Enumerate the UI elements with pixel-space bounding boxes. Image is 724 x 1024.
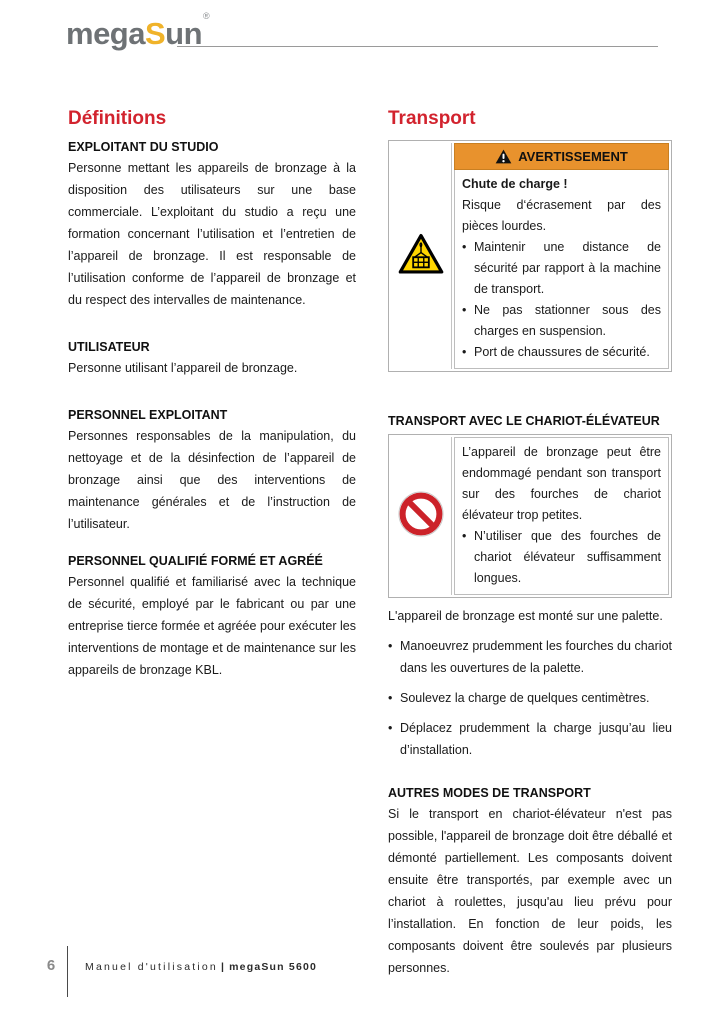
warning-box-content [454, 143, 669, 369]
forklift-step-text: Déplacez prudemment la charge jusqu’au lieu d’installation. [400, 721, 672, 757]
bullet-dot: • [462, 240, 467, 254]
logo-text-un: un [165, 16, 203, 51]
warning-signal-bar [454, 143, 669, 170]
other-transport-body: Si le transport en chariot-élévateur n'est pas possible, l'appareil de bronzage doit être déballé et démonté partiellement. Les composants doivent ensuite être transportés, par exemple avec un chariot à roulettes, jusqu'au lieu prévu pour l’installation. En fonction de leur poids, les composants doivent être soulevés par plusieurs personnes. [388, 807, 672, 975]
forklift-step-text: Soulevez la charge de quelques centimètres. [400, 691, 650, 705]
section-heading-exploitant: EXPLOITANT DU STUDIO [68, 140, 219, 154]
warning-bullet [462, 342, 661, 363]
suspended-load-warning-icon [398, 233, 444, 280]
section-heading-utilisateur: UTILISATEUR [68, 340, 150, 354]
warning-bullet-text: Maintenir une distance de sécurité par rapport à la machine de transport. [474, 240, 661, 296]
forklift-step [388, 635, 672, 679]
section-heading-personnel-exploitant: PERSONNEL EXPLOITANT [68, 408, 228, 422]
other-transport-heading: AUTRES MODES DE TRANSPORT [388, 786, 591, 800]
section-body-personnel-qualifie: Personnel qualifié et familiarisé avec la technique de sécurité, employé par le fabricant ou par une entreprise tierce formée et agréée pour exécuter les interventions de montage et de maintenance sur les appareils de bronzage KBL. [68, 575, 356, 677]
transport-title: Transport [388, 108, 476, 129]
section-heading-personnel-qualifie: PERSONNEL QUALIFIÉ FORMÉ ET AGRÉÉ [68, 554, 323, 568]
hazard-text: Risque d‘écrasement par des pièces lourdes. [462, 198, 661, 233]
definitions-column [68, 108, 356, 681]
warning-signal-label: AVERTISSEMENT [518, 149, 628, 164]
section-body-personnel-exploitant: Personnes responsables de la manipulation, du nettoyage et de la désinfection de l’appareil de bronzage ainsi que des interventions de maintenance générales et de l’instruction de l’utilisateur. [68, 429, 356, 531]
forklift-step [388, 687, 672, 709]
prohibition-icon [398, 491, 444, 542]
prohibition-box-content [454, 437, 669, 595]
bullet-dot: • [388, 721, 393, 735]
forklift-step-text: Manoeuvrez prudemment les fourches du chariot dans les ouvertures de la palette. [400, 639, 672, 675]
prohibition-box [388, 434, 672, 598]
warning-box [388, 140, 672, 372]
definitions-title: Définitions [68, 108, 167, 129]
forklift-notice-bullet-text: N’utiliser que des fourches de chariot élévateur suffisamment longues. [474, 529, 661, 585]
prohibition-box-body [454, 437, 669, 595]
bullet-dot: • [462, 529, 467, 543]
forklift-notice-bullet [462, 526, 661, 589]
warning-bullet [462, 237, 661, 300]
warning-bullet [462, 300, 661, 342]
footer-divider [67, 946, 68, 997]
warning-bullet-text: Port de chaussures de sécurité. [474, 345, 650, 359]
logo-text-s: S [144, 16, 166, 51]
section-body-utilisateur: Personne utilisant l’appareil de bronzage. [68, 361, 298, 375]
bullet-dot: • [388, 691, 393, 705]
footer-product: megaSun 5600 [229, 961, 318, 973]
transport-column [388, 108, 672, 979]
section-body-exploitant: Personne mettant les appareils de bronzage à la disposition des utilisateurs sur une base commerciale. L’exploitant du studio a reçu une formation concernant l’utilisation et l’entretien de l’appareil de bronzage. Il est responsable de l’utilisation conforme de l’appareil de bronzage et du respect des intervalles de maintenance. [68, 161, 356, 307]
forklift-heading: TRANSPORT AVEC LE CHARIOT-ÉLÉVATEUR [388, 414, 660, 428]
warning-bullet-text: Ne pas stationner sous des charges en suspension. [474, 303, 661, 338]
footer-text [85, 961, 317, 973]
forklift-intro: L'appareil de bronzage est monté sur une palette. [388, 609, 663, 623]
registered-mark: ® [203, 10, 210, 21]
warning-triangle-icon [495, 149, 512, 164]
warning-box-icon-cell [391, 143, 452, 369]
footer-label: Manuel d'utilisation [85, 961, 218, 973]
header-rule [177, 46, 658, 47]
hazard-title: Chute de charge ! [462, 177, 568, 191]
warning-box-body [454, 170, 669, 369]
footer-separator: | [220, 961, 227, 973]
forklift-step [388, 717, 672, 761]
bullet-dot: • [462, 345, 467, 359]
page-number: 6 [46, 957, 56, 974]
prohibition-box-icon-cell [391, 437, 452, 595]
bullet-dot: • [388, 639, 393, 653]
logo-text-mega: mega [66, 16, 145, 51]
forklift-notice-text: L’appareil de bronzage peut être endommagé pendant son transport sur des fourches de chariot élévateur trop petites. [462, 445, 661, 522]
bullet-dot: • [462, 303, 467, 317]
